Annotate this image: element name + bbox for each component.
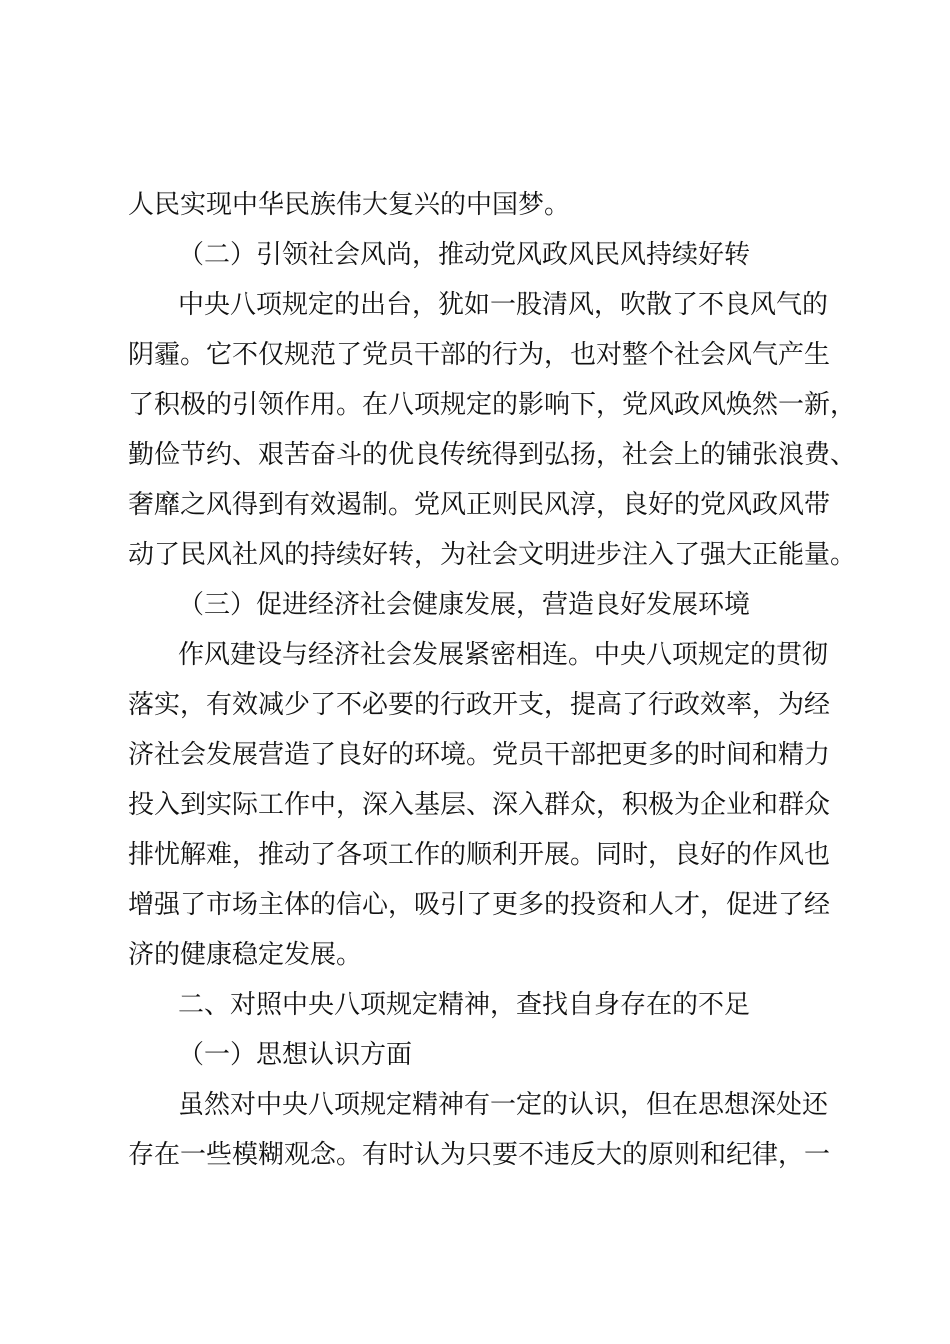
paragraph-line: 存在一些模糊观念。有时认为只要不违反大的原则和纪律，一 <box>128 1140 831 1170</box>
chapter-heading: 二、对照中央八项规定精神，查找自身存在的不足 <box>178 990 751 1020</box>
paragraph-line: 排忧解难，推动了各项工作的顺利开展。同时，良好的作风也 <box>128 840 831 870</box>
paragraph-line: 济的健康稳定发展。 <box>128 940 363 970</box>
paragraph-line: 增强了市场主体的信心，吸引了更多的投资和人才，促进了经 <box>128 890 831 920</box>
paragraph-line: 了积极的引领作用。在八项规定的影响下，党风政风焕然一新， <box>128 390 857 420</box>
paragraph-line: 中央八项规定的出台，犹如一股清风，吹散了不良风气的 <box>178 290 829 320</box>
section-heading: （一）思想认识方面 <box>178 1040 413 1070</box>
section-heading: （三）促进经济社会健康发展，营造良好发展环境 <box>178 590 751 620</box>
paragraph-line: 投入到实际工作中，深入基层、深入群众，积极为企业和群众 <box>128 790 831 820</box>
paragraph-line: 动了民风社风的持续好转，为社会文明进步注入了强大正能量。 <box>128 540 857 570</box>
section-heading: （二）引领社会风尚，推动党风政风民风持续好转 <box>178 240 751 270</box>
paragraph-line: 落实，有效减少了不必要的行政开支，提高了行政效率，为经 <box>128 690 831 720</box>
paragraph-line: 勤俭节约、艰苦奋斗的优良传统得到弘扬，社会上的铺张浪费、 <box>128 440 857 470</box>
paragraph-line: 济社会发展营造了良好的环境。党员干部把更多的时间和精力 <box>128 740 831 770</box>
paragraph-line: 阴霾。它不仅规范了党员干部的行为，也对整个社会风气产生 <box>128 340 831 370</box>
paragraph-line: 作风建设与经济社会发展紧密相连。中央八项规定的贯彻 <box>178 640 829 670</box>
paragraph-line: 奢靡之风得到有效遏制。党风正则民风淳，良好的党风政风带 <box>128 490 831 520</box>
paragraph-line: 虽然对中央八项规定精神有一定的认识，但在思想深处还 <box>178 1090 829 1120</box>
paragraph-line: 人民实现中华民族伟大复兴的中国梦。 <box>128 190 571 220</box>
